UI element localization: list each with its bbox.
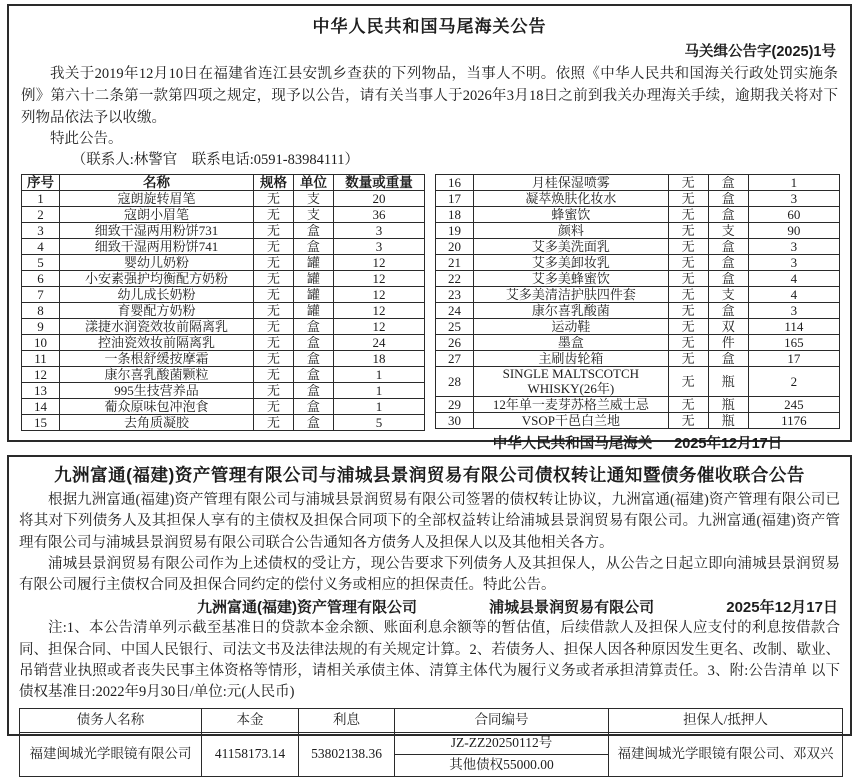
cell-name: 细致干湿两用粉饼741 [60,239,254,255]
cell-spec: 无 [254,303,294,319]
cell-spec: 无 [254,319,294,335]
cell-unit: 罐 [294,287,334,303]
header-guarantor: 担保人/抵押人 [609,708,843,732]
cell-seq: 26 [436,335,474,351]
header-seq: 序号 [22,175,60,191]
cell-qty: 20 [334,191,425,207]
cell-qty: 36 [334,207,425,223]
customs-body-paragraph: 我关于2019年12月10日在福建省连江县安凯乡查获的下列物品，当事人不明。依照《中华人民共和国海关行政处罚实施条例》第六十二条第一款第四项之规定，现予以公告，请有关当事人于2026年3月18日之前到我关办理海关手续，逾期我关将对下列物品依法予以收缴。 [21,66,838,126]
cell-seq: 17 [436,191,474,207]
cell-unit: 瓶 [708,397,748,413]
table-row [22,319,425,335]
cell-unit: 盒 [708,239,748,255]
cell-qty: 12 [334,303,425,319]
cell-unit: 支 [294,191,334,207]
cell-spec: 无 [668,303,708,319]
customs-notice-section [7,4,852,453]
cell-qty: 165 [748,335,839,351]
cell-spec: 无 [668,207,708,223]
cell-name: 漾捷水润瓷效妆前隔离乳 [60,319,254,335]
cell-name: 细致干湿两用粉饼731 [60,223,254,239]
cell-seq: 29 [436,397,474,413]
cell-seq: 30 [436,413,474,429]
cell-unit: 罐 [294,255,334,271]
cell-name: 12年单一麦芽苏格兰威士忌 [474,397,668,413]
cell-unit: 罐 [294,303,334,319]
cell-qty: 3 [748,303,839,319]
cell-qty: 2 [748,367,839,397]
cell-unit: 支 [294,207,334,223]
cell-name: 一条根舒缓按摩霜 [60,351,254,367]
cell-seq: 8 [22,303,60,319]
cell-unit: 瓶 [708,413,748,429]
cell-seq: 7 [22,287,60,303]
table-header-row [22,175,425,191]
cell-unit: 瓶 [708,367,748,397]
cell-spec: 无 [668,271,708,287]
debt-date: 2025年12月17日 [726,598,838,616]
header-interest: 利息 [299,708,395,732]
cell-spec: 无 [668,335,708,351]
cell-unit: 盒 [294,351,334,367]
cell-spec: 无 [254,351,294,367]
cell-qty: 17 [748,351,839,367]
seized-items-tables [21,174,838,453]
cell-seq: 2 [22,207,60,223]
cell-unit: 盒 [294,415,334,431]
table-row [436,207,840,223]
cell-seq: 11 [22,351,60,367]
cell-spec: 无 [254,383,294,399]
cell-unit: 罐 [294,271,334,287]
cell-unit: 盒 [708,175,748,191]
table-row [436,335,840,351]
cell-seq: 16 [436,175,474,191]
cell-name: 艾多美清洁护肤四件套 [474,287,668,303]
header-debtor: 债务人名称 [20,708,202,732]
table-row [22,271,425,287]
table-row [436,255,840,271]
cell-seq: 4 [22,239,60,255]
debt-notice-title: 九洲富通(福建)资产管理有限公司与浦城县景润贸易有限公司债权转让通知暨债务催收联合公告 [54,465,805,485]
cell-qty: 18 [334,351,425,367]
debt-signature-line [19,597,840,619]
table-row [436,413,840,429]
cell-spec: 无 [254,367,294,383]
cell-seq: 25 [436,319,474,335]
cell-spec: 无 [254,239,294,255]
cell-spec: 无 [254,255,294,271]
cell-spec: 无 [668,287,708,303]
cell-name: 995生技营养品 [60,383,254,399]
cell-seq: 23 [436,287,474,303]
cell-spec: 无 [668,239,708,255]
customs-notice-title: 中华人民共和国马尾海关公告 [312,17,547,36]
header-spec: 规格 [254,175,294,191]
cell-qty: 12 [334,287,425,303]
cell-seq: 12 [22,367,60,383]
table-row [436,351,840,367]
cell-name: 运动鞋 [474,319,668,335]
header-contract: 合同编号 [395,708,609,732]
header-principal: 本金 [202,708,299,732]
cell-qty: 12 [334,271,425,287]
debt-paragraph-2: 浦城县景润贸易有限公司作为上述债权的受让方，现公告要求下列债务人及其担保人，从公告之日起立即向浦城县景润贸易有限公司履行主债权合同及担保合同约定的偿付义务或相应的担保责任。特此公告。 [19,555,840,594]
cell-unit: 件 [708,335,748,351]
cell-qty: 245 [748,397,839,413]
debt-list-table [19,708,843,777]
cell-spec: 无 [254,287,294,303]
cell-unit: 盒 [294,383,334,399]
cell-qty: 12 [334,255,425,271]
cell-unit: 支 [708,223,748,239]
cell-seq: 5 [22,255,60,271]
cell-seq: 13 [22,383,60,399]
cell-qty: 4 [748,271,839,287]
table-row [22,223,425,239]
cell-spec: 无 [668,367,708,397]
customs-contact-line: （联系人:林警官 联系电话:0591-83984111） [71,152,360,169]
table-row [436,319,840,335]
cell-seq: 9 [22,319,60,335]
debt-paragraph-1: 根据九洲富通(福建)资产管理有限公司与浦城县景润贸易有限公司签署的债权转让协议，九洲富通(福建)资产管理有限公司已将其对下列债务人及其担保人享有的主债权及担保合同项下的全部权益转让给浦城县景润贸易有限公司。九洲富通(福建)资产管理有限公司与浦城县景润贸易有限公司联合公告通知各方债务人及担保人以及其他相关各方。 [19,492,840,551]
cell-seq: 27 [436,351,474,367]
cell-unit: 盒 [294,335,334,351]
cell-seq: 10 [22,335,60,351]
customs-date: 2025年12月17日 [674,436,783,453]
cell-qty: 3 [748,239,839,255]
cell-name: 去角质凝胶 [60,415,254,431]
cell-interest: 53802138.36 [299,732,395,776]
debt-header-row [20,708,843,732]
cell-name: SINGLE MALTSCOTCH WHISKY(26年) [474,367,668,397]
cell-name: VSOP干邑白兰地 [474,413,668,429]
debt-note-paragraph: 注:1、本公告清单列示截至基准日的贷款本金余额、账面利息余额等的暂估值，后续借款人及担保人应支付的利息按借款合同、担保合同、中国人民银行、司法文书及法律法规的有关规定计算。2、若债务人、担保人因各种原因发生更名、改制、歇业、吊销营业执照或者丧失民事主体资格等情形，请相关承债主体、清算主体代为履行义务或者承担清算责任。3、附:公告清单 以下债权基准日:2022年9月30日/单位:元(人民币) [19,620,840,701]
cell-qty: 1176 [748,413,839,429]
cell-guarantor: 福建闽城光学眼镜有限公司、邓双兴 [609,732,843,776]
table-row [436,271,840,287]
table-row [22,287,425,303]
cell-unit: 盒 [708,255,748,271]
table-row [22,351,425,367]
cell-qty: 3 [748,255,839,271]
cell-qty: 24 [334,335,425,351]
cell-unit: 盒 [294,399,334,415]
cell-spec: 无 [668,255,708,271]
cell-qty: 60 [748,207,839,223]
cell-seq: 18 [436,207,474,223]
cell-seq: 15 [22,415,60,431]
debt-data-row [20,732,843,754]
cell-name: 康尔喜乳酸菌 [474,303,668,319]
cell-spec: 无 [254,415,294,431]
table-row [436,223,840,239]
cell-seq: 14 [22,399,60,415]
table-row [22,335,425,351]
cell-seq: 24 [436,303,474,319]
cell-name: 艾多美洗面乳 [474,239,668,255]
cell-qty: 114 [748,319,839,335]
cell-qty: 3 [334,223,425,239]
cell-unit: 支 [708,287,748,303]
table-row [22,367,425,383]
cell-spec: 无 [668,397,708,413]
cell-unit: 盒 [708,351,748,367]
cell-name: 寇朗旋转眉笔 [60,191,254,207]
table-row [436,287,840,303]
cell-name: 幼儿成长奶粉 [60,287,254,303]
cell-qty: 3 [334,239,425,255]
cell-debtor: 福建闽城光学眼镜有限公司 [20,732,202,776]
table-row [22,207,425,223]
cell-spec: 无 [668,351,708,367]
cell-name: 主刷齿轮箱 [474,351,668,367]
debt-transfer-notice-section [7,455,852,772]
cell-spec: 无 [668,191,708,207]
cell-seq: 19 [436,223,474,239]
cell-name: 寇朗小眉笔 [60,207,254,223]
customs-signature: 中华人民共和国马尾海关 [492,436,653,453]
cell-spec: 无 [254,399,294,415]
customs-closing-line: 特此公告。 [50,131,123,148]
cell-spec: 无 [668,319,708,335]
table-row [436,191,840,207]
cell-name: 艾多美卸妆乳 [474,255,668,271]
cell-spec: 无 [668,223,708,239]
seized-items-table-right [435,174,840,429]
cell-seq: 22 [436,271,474,287]
table-row [22,239,425,255]
cell-name: 艾多美蜂蜜饮 [474,271,668,287]
cell-spec: 无 [668,175,708,191]
cell-qty: 1 [748,175,839,191]
cell-seq: 6 [22,271,60,287]
cell-name: 月桂保湿喷雾 [474,175,668,191]
cell-name: 小安素强护均衡配方奶粉 [60,271,254,287]
table-row [22,383,425,399]
cell-name: 凝萃焕肤化妆水 [474,191,668,207]
cell-qty: 4 [748,287,839,303]
table-row [22,399,425,415]
table-row [22,303,425,319]
cell-seq: 21 [436,255,474,271]
cell-spec: 无 [254,191,294,207]
table-row [436,367,840,397]
debt-signer-1: 九洲富通(福建)资产管理有限公司 [197,598,417,616]
cell-qty: 5 [334,415,425,431]
cell-qty: 1 [334,367,425,383]
cell-qty: 1 [334,399,425,415]
cell-unit: 盒 [708,191,748,207]
header-unit: 单位 [294,175,334,191]
cell-spec: 无 [254,271,294,287]
table-row [436,303,840,319]
cell-spec: 无 [254,335,294,351]
cell-unit: 盒 [708,207,748,223]
header-name: 名称 [60,175,254,191]
cell-qty: 12 [334,319,425,335]
cell-unit: 盒 [708,271,748,287]
cell-unit: 双 [708,319,748,335]
cell-name: 颜料 [474,223,668,239]
customs-signature-line [435,432,840,453]
table-row [22,191,425,207]
cell-unit: 盒 [294,367,334,383]
table-row [22,255,425,271]
cell-principal: 41158173.14 [202,732,299,776]
cell-name: 葡众原味包冲泡食 [60,399,254,415]
debt-signer-2: 浦城县景润贸易有限公司 [489,598,655,616]
cell-spec: 无 [254,223,294,239]
cell-spec: 无 [668,413,708,429]
header-qty: 数量或重量 [334,175,425,191]
cell-spec: 无 [254,207,294,223]
cell-qty: 3 [748,191,839,207]
seized-items-right-column [435,174,840,453]
cell-seq: 28 [436,367,474,397]
table-row [436,239,840,255]
cell-unit: 盒 [294,239,334,255]
cell-unit: 盒 [294,223,334,239]
table-row [436,397,840,413]
cell-seq: 1 [22,191,60,207]
cell-contract-1: JZ-ZZ20250112号 [395,732,609,754]
table-row [22,415,425,431]
cell-name: 康尔喜乳酸菌颗粒 [60,367,254,383]
customs-doc-number: 马关缉公告字(2025)1号 [684,44,836,60]
cell-name: 控油瓷效妆前隔离乳 [60,335,254,351]
cell-contract-2: 其他债权55000.00 [395,754,609,776]
cell-name: 墨盒 [474,335,668,351]
cell-unit: 盒 [294,319,334,335]
table-row [436,175,840,191]
cell-qty: 1 [334,383,425,399]
cell-name: 蜂蜜饮 [474,207,668,223]
cell-qty: 90 [748,223,839,239]
cell-name: 婴幼儿奶粉 [60,255,254,271]
cell-name: 育婴配方奶粉 [60,303,254,319]
cell-unit: 盒 [708,303,748,319]
seized-items-table-left [21,174,425,431]
cell-seq: 20 [436,239,474,255]
cell-seq: 3 [22,223,60,239]
